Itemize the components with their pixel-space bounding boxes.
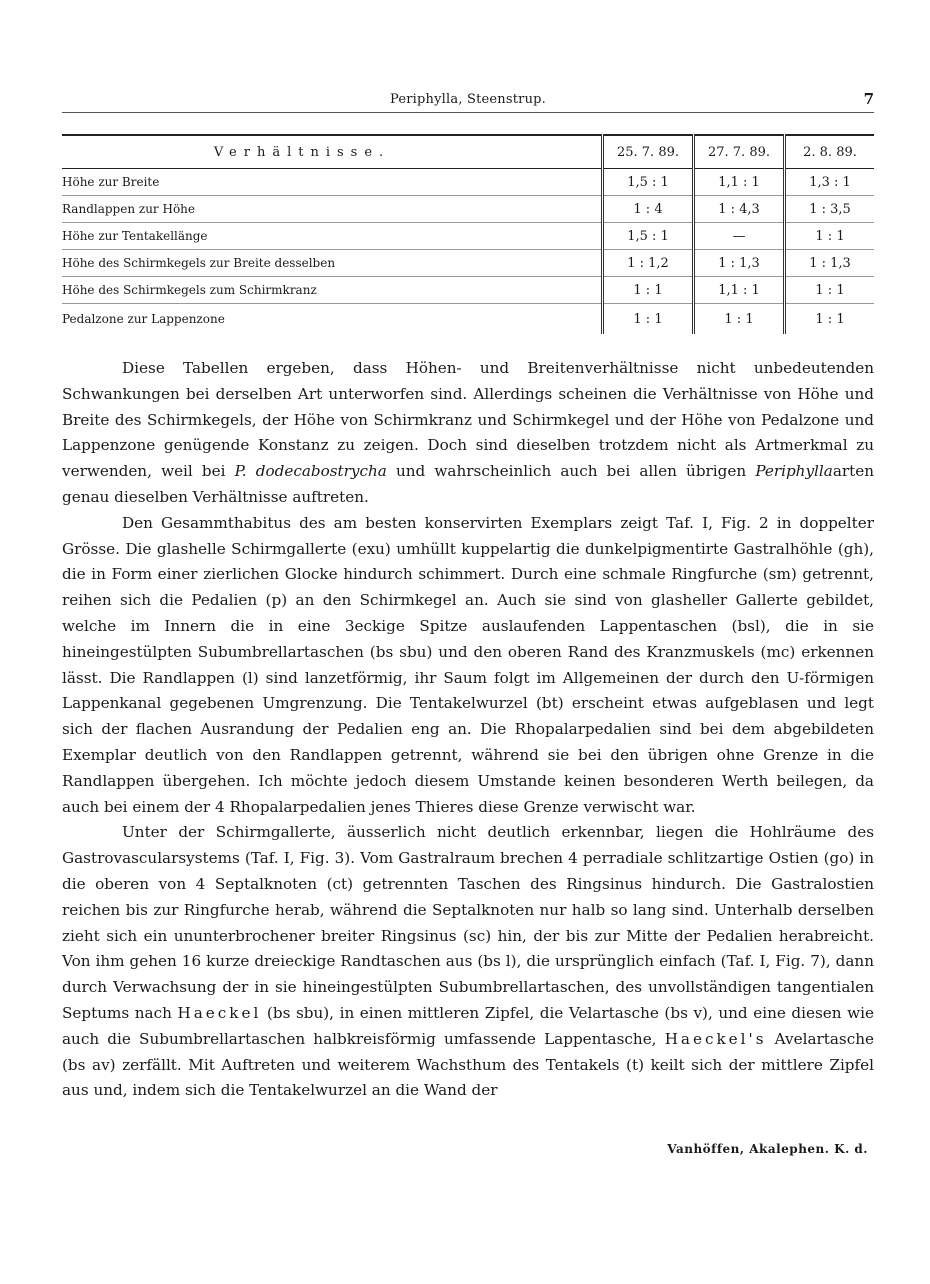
- text-run: und wahrscheinlich auch bei allen übrigen: [386, 462, 756, 481]
- paragraph: [62, 820, 874, 1104]
- column-header-label: Verhältnisse.: [62, 135, 603, 169]
- table-cell: 1 : 3,5: [785, 196, 875, 223]
- row-label: Pedalzone zur Lappenzone: [62, 312, 225, 326]
- body-text: [62, 356, 874, 1104]
- table-cell: 1,1 : 1: [694, 277, 785, 304]
- author-name: Haeckel's: [664, 1029, 767, 1048]
- table-cell: 1 : 1,2: [603, 250, 694, 277]
- column-header-date: 27. 7. 89.: [694, 135, 785, 169]
- table-cell: 1 : 1: [785, 223, 875, 250]
- table-row: [62, 277, 874, 304]
- ratios-table: [62, 134, 874, 334]
- row-label: Randlappen zur Höhe: [62, 196, 603, 223]
- page-number: 7: [863, 90, 874, 108]
- table-row: [62, 250, 874, 277]
- column-header-date: 2. 8. 89.: [785, 135, 875, 169]
- table-cell: 1,1 : 1: [694, 169, 785, 196]
- table-cell: 1 : 4,3: [694, 196, 785, 223]
- text-run: arten genau dieselben Verhältnisse auftreten.: [62, 462, 874, 506]
- table-cell: 1 : 1: [785, 304, 875, 335]
- paragraph: Den Gesammthabitus des am besten konservirten Exemplars zeigt Taf. I, Fig. 2 in doppelter Grösse. Die glashelle Schirmgallerte (exu) umhüllt kuppelartig die dunkelpigmentirte Gastralhöhle (gh), die in Form einer zierlichen Glocke hindurch schimmert. Durch eine schmale Ringfurche (sm) getrennt, reihen sich die Pedalien (p) an den Schirmkegel an. Auch sie sind von glasheller Gallerte gebildet, welche im Innern die in eine 3eckige Spitze auslaufenden Lappentaschen (bsl), die in sie hineingestülpten Subumbrellartaschen (bs sbu) und den oberen Rand des Kranzmuskels (mc) erkennen lässt. Die Randlappen (l) sind lanzetförmig, ihr Saum folgt im Allgemeinen der durch den U-förmigen Lappenkanal gegebenen Umgrenzung. Die Tentakelwurzel (bt) erscheint etwas aufgeblasen und legt sich der flachen Ausrandung der Pedalien eng an. Die Rhopalarpedalien sind bei dem abgebildeten Exemplar deutlich von den Randlappen getrennt, während sie bei den übrigen ohne Grenze in die Randlappen übergehen. Ich möchte jedoch diesem Umstande keinen besonderen Werth beilegen, da auch bei einem der 4 Rhopalarpedalien jenes Thieres diese Grenze verwischt war.: [62, 513, 874, 816]
- row-label: Höhe des Schirmkegels zum Schirmkranz: [62, 277, 603, 304]
- species-name: P. dodecabostrycha: [234, 462, 387, 481]
- ratios-table-container: [62, 134, 874, 334]
- paragraph: [62, 356, 874, 511]
- table-cell: 1,3 : 1: [785, 169, 875, 196]
- table-cell: 1 : 4: [603, 196, 694, 223]
- table-cell: 1 : 1: [785, 277, 875, 304]
- page-header: [62, 90, 874, 112]
- running-title: Periphylla, Steenstrup.: [389, 92, 547, 107]
- table-cell: 1 : 1,3: [694, 250, 785, 277]
- table-cell: 1 : 1: [603, 304, 694, 335]
- header-rule: [62, 112, 874, 113]
- table-cell: —: [694, 223, 785, 250]
- table-cell: 1 : 1,3: [785, 250, 875, 277]
- table-cell: 1,5 : 1: [603, 169, 694, 196]
- genus-name: Periphylla: [755, 462, 833, 481]
- table-row: [62, 196, 874, 223]
- author-name: Haeckel: [177, 1003, 262, 1022]
- text-run: Unter der Schirmgallerte, äusserlich nicht deutlich erkennbar, liegen die Hohlräume des Gastrovascularsystems (Taf. I, Fig. 3). Vom Gastralraum brechen 4 perradiale schlitzartige Ostien (go) in die oberen von 4 Septalknoten (ct) getrennten Taschen des Ringsinus hindurch. Die Gastralostien reichen bis zur Ringfurche herab, während die Septalknoten nur halb so lang sind. Unterhalb derselben zieht sich ein ununterbrochener breiter Ringsinus (sc) hin, der bis zur Mitte der Pedalien herabreicht. Von ihm gehen 16 kurze dreieckige Randtaschen aus (bs l), die ursprünglich einfach (Taf. I, Fig. 7), dann durch Verwachsung der in sie hineingestülpten Subumbrellartaschen, des unvollständigen tangentialen Septums nach: [62, 823, 874, 1022]
- table-cell: 1 : 1: [603, 277, 694, 304]
- table-row: [62, 304, 874, 335]
- footer-signature: Vanhöffen, Akalephen. K. d.: [667, 1142, 868, 1156]
- table-header-row: [62, 135, 874, 169]
- table-cell: 1,5 : 1: [603, 223, 694, 250]
- row-label: Höhe zur Tentakellänge: [62, 223, 603, 250]
- table-cell: 1 : 1: [694, 304, 785, 335]
- table-row: [62, 223, 874, 250]
- row-label: Höhe zur Breite: [62, 169, 603, 196]
- row-label: Höhe des Schirmkegels zur Breite desselben: [62, 250, 603, 277]
- text-run: Avelartasche (bs av) zerfällt. Mit Auftreten und weiterem Wachsthum des Tentakels (t) keilt sich der mittlere Zipfel aus und, indem sich die Tentakelwurzel an die Wand der: [62, 1029, 874, 1100]
- text-run: (bs sbu), in einen mittleren Zipfel, die Velartasche (bs v), und eine diesen wie auch die Subumbrellartaschen halbkreisförmig umfassende Lappentasche,: [62, 1003, 874, 1048]
- table-row: [62, 169, 874, 196]
- text-run: Diese Tabellen ergeben, dass Höhen- und Breitenverhältnisse nicht unbedeutenden Schwankungen bei derselben Art unterworfen sind. Allerdings scheinen die Verhältnisse von Höhe und Breite des Schirmkegels, der Höhe von Schirmkranz und Schirmkegel und der Höhe von Pedalzone und Lappenzone genügende Konstanz zu zeigen. Doch sind dieselben trotzdem nicht als Artmerkmal zu verwenden, weil bei: [62, 359, 874, 481]
- column-header-date: 25. 7. 89.: [603, 135, 694, 169]
